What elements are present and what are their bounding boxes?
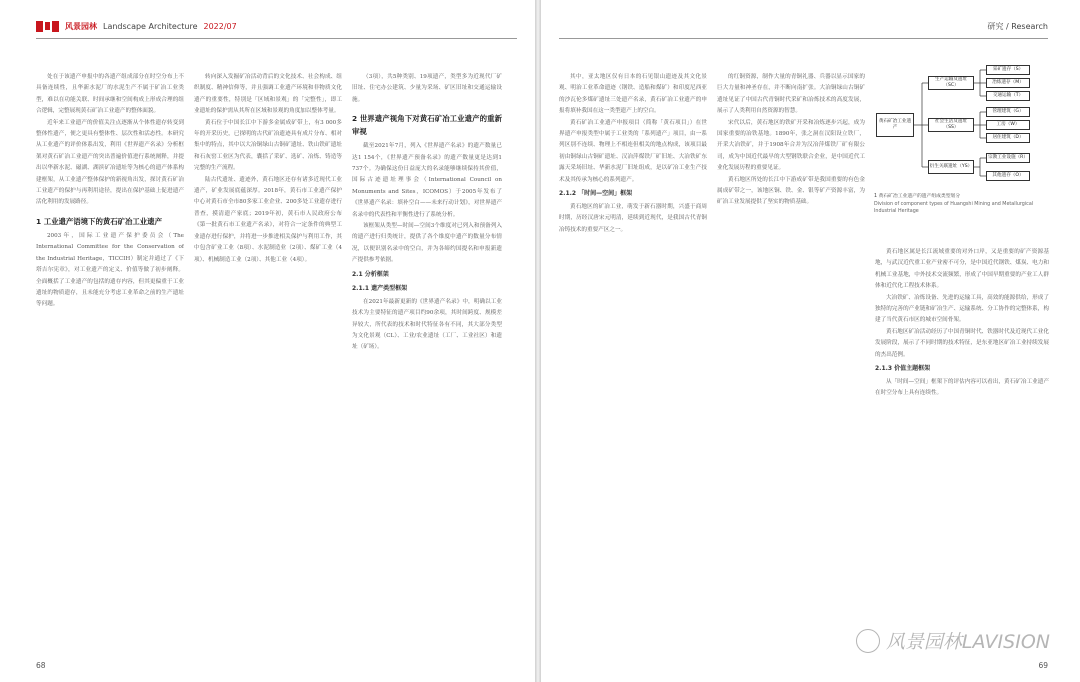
paragraph: 黄石地区矿冶活动经历了中国青铜时代、铁器时代及近现代工业化发展阶段，展示了不同时期的技术特征，是东亚地区矿冶工业持续发展的杰出范例。 — [875, 328, 1049, 358]
paragraph: 2003年，国际工业遗产保护委员会（The International Committee for the Conservation of the Industrial Heritage，TICCIH）制定并通过了《下塔吉尔宪章》，对工业遗产的定义、价值等做了初步阐释。全面概括了工业遗产的包括的遗存内容，但其更偏重于工业遗址的物质遗存，且未能充分考虑工业革命之前的生产遗址等问题。 — [36, 232, 184, 308]
figure-caption-cn: 1 黄石矿冶工业遗产的遗产组成类型划分 — [874, 194, 961, 199]
paragraph: 的红铜资源，制作大量的青铜礼器、兵器以显示国家的巨大力量和神圣存在，并不断向南扩张。大冶铜绿山古铜矿遗址见证了中国古代青铜时代采矿和冶炼技术的高度发展，展示了人类利用自然资源的智慧。 — [717, 74, 865, 115]
paragraph: 近年来工业遗产的价值关注点逐渐从个体性遗存转变到整体性遗产，便之更具有整体性、层次性和活态性。本研究从工业遗产的评价体系出发，利用《世界遗产名录》分析框架对黄石矿冶工业遗产的突出普遍价值进行系统阐释，并提出以华新水泥、磁湖、湖滨矿冶遗址等为核心的遗产体系构建框架，从工业遗产整体保护的新视角出发，探讨黄石矿冶工业遗产的保护与再利用途径，提出在保护基础上促进遗产活化利用的发展路径。 — [36, 119, 184, 206]
subsection-2-1-2: 2.1.2 「时间—空间」框架 — [559, 190, 633, 198]
journal-name-en: Landscape Architecture — [103, 21, 198, 31]
paragraph: 处在于该遗产申报中的各遗产组成部分在时空分布上不具备连续性，且华新水泥厂的水泥生产不属于矿冶工业类型，难以在功能关联、时间承继和空间构成上形成合理的组合逻辑，完整展现黄石矿冶工业遗产的整体面貌。 — [36, 74, 184, 115]
paragraph: 黄石矿冶工业遗产申报项目（简称「黄石项目」）在世界遗产申报类型中属于工业类的「系列遗产」项目，由一系列区别不连续、物理上不相连但相关的地点构成，该项目最初由铜绿山古铜矿遗址、汉冶萍煤铁厂矿旧址、大冶铁矿东露天采场旧址、华新水泥厂旧址组成，是以矿冶工业生产技术及其传承为核心的系列遗产。 — [559, 119, 707, 183]
paragraph: 黄石位于中国长江中下游多金属成矿带上，有3 000多年的开采历史，已探明的古代矿冶遗迹具有成片分布、相对集中的特点，其中以大冶铜绿山古铜矿遗址、铁山铁矿遗址和石灰窑工业区为代表，囊括了采矿、选矿、冶炼、铸造等完整的生产流程。 — [194, 119, 342, 172]
diagram-group-box: 衍生关联遗址（YS） — [928, 160, 974, 174]
left-column-2 — [194, 72, 342, 662]
diagram-root-box: 黄石矿冶工业遗产 — [876, 113, 914, 137]
heritage-type-diagram — [874, 61, 1034, 189]
diagram-item-box: 采矿遗存（S） — [986, 65, 1030, 75]
left-header — [36, 18, 237, 34]
paragraph: 在2021年最新更新的《世界遗产名录》中，明确以工业技术为主要特征的遗产项目约90余项，其时间跨度、规模差异较大，所代表的技术和时代特征各有不同，其大部分类型为文化景观（CL）、工业/农业遗址（工厂、工业社区）和遗址（矿场）。 — [352, 298, 502, 351]
page-number-right: 69 — [1038, 661, 1048, 670]
diagram-group-box: 社会生活及遗址（SS） — [928, 118, 974, 132]
diagram-item-box: 居住建筑（D） — [986, 133, 1030, 143]
paragraph: 黄石地区的矿冶工业，萌发于新石器时期，兴盛于商周时期，历经汉唐宋元明清，延续到近现代，是我国古代青铜冶铸技术的重要产区之一。 — [559, 204, 707, 233]
page-number-left: 68 — [36, 661, 46, 670]
right-page — [541, 0, 1080, 682]
section-2-title: 2 世界遗产视角下对黄石矿冶工业遗产的重新审视 — [352, 114, 502, 137]
left-page — [0, 0, 535, 682]
paragraph: 从「时间—空间」框架下的评估内容可以看出，黄石矿冶工业遗产在时空分布上具有连续性。 — [875, 379, 1049, 397]
header-rule — [36, 38, 517, 39]
paragraph: 黄石地区属是长江流域重要的对外口岸，又是重要的矿产资源基地，与武汉近代重工业产业密不可分，是中国近代钢铁、煤炭、电力和机械工业基地，中外技术交流频繁，形成了中国早期重要的产业工人群体和近代化工程技术体系。 — [875, 249, 1049, 290]
paragraph: 黄石地区所处的长江中下游成矿带是我国重要的有色金属成矿带之一，该地区铜、铁、金、银等矿产资源丰富，为矿冶工业发展提供了坚实的物质基础。 — [717, 176, 865, 206]
paragraph: 该框架从类型—时间—空间3个维度对已列入和预备列入的遗产进行归类统计，提供了各个维度中遗产的数量分布情况，以便识别名录中的空白，并为各缔约国提名和申报新遗产提供参考依据。 — [352, 223, 502, 264]
diagram-item-box: 宗教工业设施（R） — [986, 153, 1030, 163]
paragraph: 陆古代遗址、遗迹外，黄石地区还存有诸多近现代工业遗产，矿业发展底蕴深厚。2018年，黄石市工业遗产保护中心对黄石市全市80多家工业企业、200多处工业遗存进行普查，摸清遗产家底；2019年初，黄石市人民政府公布《第一批黄石市工业遗产名录》，对符合一定条件的典型工业遗存进行保护，并将进一步推进相关保护与利用工作，其中包含矿业工业（8项）、水泥制造业（2项）、煤矿工业（4项）、机械制造工业（2项）、其他工业（4项）。 — [194, 176, 342, 263]
paragraph: （3项），共5种类别、19项遗产，类型多为近现代厂矿旧址、住宅办公建筑、少量为采场、矿区旧址和交通运输设施。 — [352, 74, 502, 103]
right-column-3 — [875, 247, 1049, 662]
paragraph: 宋代以后，黄石地区的铁矿开采和冶炼逐步兴起，成为国家重要的冶铁基地。1890年，张之洞在汉阳设立铁厂，开采大冶铁矿，并于1908年合并为汉冶萍煤铁厂矿有限公司，成为中国近代最早的大型钢铁联合企业，是中国近代工业化发展历程的重要见证。 — [717, 119, 865, 172]
journal-logo-icon — [36, 21, 59, 32]
journal-name-cn: 风景园林 — [65, 21, 97, 31]
paragraph: 其中，亚太地区仅有日本的石见银山遗迹及其文化景观、明治工业革命遗迹（钢铁、造船和煤矿）和印度尼西亚的沙瓦伦多煤矿遗址三处遗产名录，黄石矿冶工业遗产的申报将填补我国在这一类型遗产上的空白。 — [559, 74, 707, 115]
diagram-item-box: 冶炼遗存（M） — [986, 78, 1030, 88]
figure-caption — [874, 193, 1054, 216]
diagram-item-box: 其他遗存（O） — [986, 171, 1030, 181]
watermark — [856, 627, 1050, 654]
watermark-text: 风景园林LAVISION — [885, 631, 1050, 653]
right-column-2 — [717, 72, 865, 662]
right-header — [988, 18, 1048, 34]
issue-label: 2022/07 — [203, 21, 237, 31]
diagram-item-box: 管理建筑（G） — [986, 107, 1030, 117]
diagram-group-box: 生产运输及遗址（SC） — [928, 76, 974, 90]
left-column-1 — [36, 72, 184, 662]
subsection-2-1-3: 2.1.3 价值主题框架 — [875, 365, 931, 373]
right-column-1 — [559, 72, 707, 662]
paragraph: 转向深入发掘矿冶活动背后的文化技术、社会构成、组织制度、精神信仰等，并且强调工业遗产环境和非物质文化遗产的重要性，特别是「区域和景观」的「完整性」，即工业遗址的保护需从其所在区域和景观的角度加以整体考量。 — [194, 74, 342, 115]
paragraph: 大冶铁矿、冶炼设备、先进的运输工具，高效的能源供给，形成了独特的完善的产业链和矿冶生产、运输系统、分工协作的完整体系，构建了当代黄石市区的城市空间骨架。 — [875, 294, 1049, 324]
header-rule — [559, 38, 1048, 39]
diagram-item-box: 工房（W） — [986, 120, 1030, 130]
subsection-2-1-1: 2.1.1 遗产类型框架 — [352, 284, 408, 292]
left-column-3 — [352, 72, 502, 662]
diagram-item-box: 交通运输（T） — [986, 91, 1030, 101]
wechat-badge-icon — [856, 629, 880, 653]
paragraph: 截至2021年7月，列入《世界遗产名录》的遗产数量已达1 154个，《世界遗产预备名录》的遗产数量更是达到1 737个。为确保这份日益庞大的名录能够继续保持其价值，国际古迹遗址理事会（International Council on Monuments and Sites，ICOMOS）于2005年发布了《世界遗产名录：填补空白——未来行动计划》，对世界遗产名录中的代表性和平衡性进行了系统分析。 — [352, 143, 502, 218]
figure-caption-en: Division of component types of Huangshi Mining and Metallurgical Industrial Heritage — [874, 201, 1034, 214]
section-label: 研究 / Research — [987, 21, 1048, 31]
subsection-2-1: 2.1 分析框架 — [352, 270, 389, 278]
section-1-title: 1 工业遗产语境下的黄石矿冶工业遗产 — [36, 216, 162, 226]
